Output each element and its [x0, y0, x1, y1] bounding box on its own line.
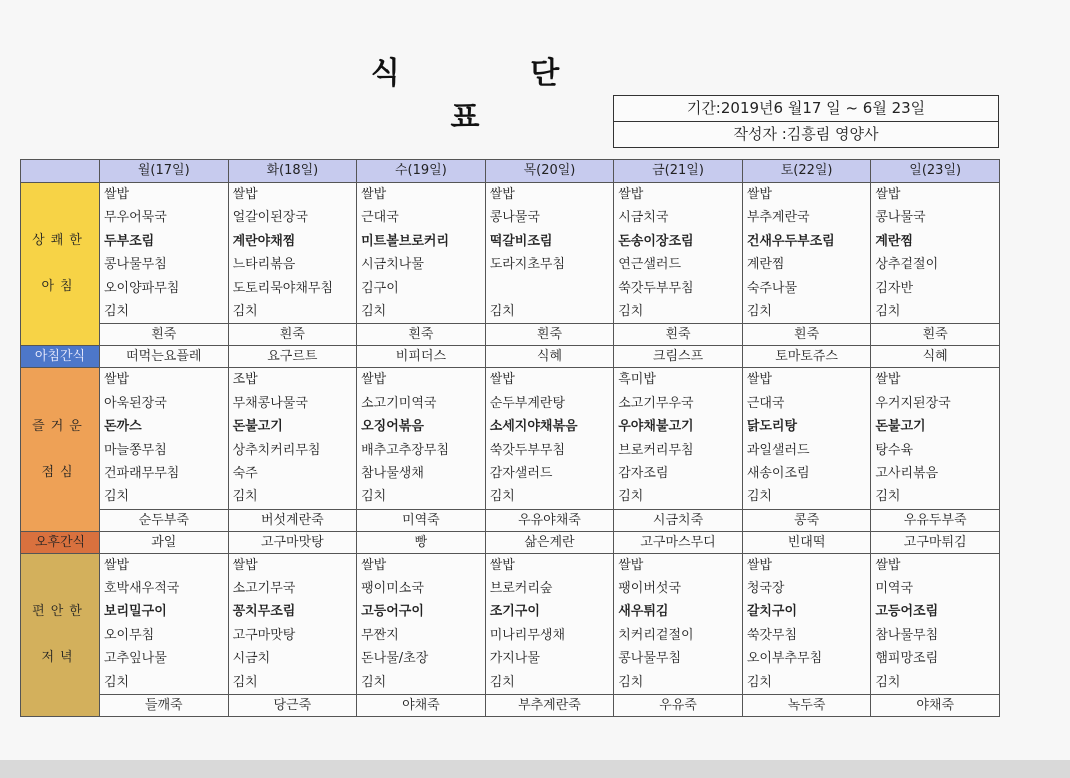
menu-item: 쌀밥 — [232, 187, 258, 202]
porridge-cell: 미역죽 — [357, 509, 486, 531]
lunch-cell — [485, 368, 614, 509]
menu-item: 마늘쫑무침 — [104, 442, 167, 458]
lunch-label-line1: 즐거운 — [32, 418, 88, 434]
menu-item: 쌀밥 — [875, 187, 901, 202]
snack-cell: 과일 — [100, 531, 229, 553]
menu-item: 미트볼브로커리 — [361, 233, 450, 249]
porridge-cell: 흰죽 — [357, 324, 486, 346]
porridge-cell: 시금치죽 — [614, 509, 743, 531]
menu-item: 건파래무무침 — [104, 465, 180, 481]
author-text: 작성자 :김흥림 영양사 — [614, 121, 998, 147]
menu-item: 쌀밥 — [746, 557, 772, 573]
header-corner — [21, 160, 100, 183]
lunch-label-line2: 점심 — [41, 464, 79, 480]
menu-item: 시금치국 — [618, 210, 669, 226]
menu-item: 도라지초무침 — [489, 257, 566, 273]
pm_snack-label: 오후간식 — [21, 531, 100, 553]
breakfast-label-line1: 상쾌한 — [32, 233, 88, 249]
menu-item: 호박새우적국 — [104, 581, 180, 597]
menu-item: 참나물무침 — [875, 627, 939, 643]
porridge-cell: 우유죽 — [614, 695, 743, 717]
menu-item: 떡갈비조림 — [489, 233, 553, 249]
menu-item: 소고기무우국 — [618, 395, 694, 411]
porridge-cell: 흰죽 — [614, 324, 743, 346]
porridge-cell: 순두부죽 — [100, 509, 229, 531]
breakfast-porridge-row — [21, 324, 1000, 346]
menu-item: 김치 — [232, 489, 258, 505]
breakfast-row — [21, 183, 1000, 324]
snack-cell: 빵 — [357, 531, 486, 553]
menu-item: 계란야채찜 — [232, 233, 296, 249]
menu-item: 상추겉절이 — [875, 257, 939, 273]
meal-plan-table — [20, 159, 1000, 717]
snack-cell: 삶은계란 — [485, 531, 614, 553]
menu-item: 보리밀구이 — [104, 604, 167, 620]
snack-cell: 고구마맛탕 — [228, 531, 357, 553]
menu-item: 고추잎나물 — [104, 651, 167, 667]
menu-item: 김치 — [489, 303, 515, 319]
menu-item: 미역국 — [875, 581, 914, 597]
snack-cell: 고구마튀김 — [871, 531, 1000, 553]
menu-item: 연근샐러드 — [618, 257, 682, 273]
menu-item: 근대국 — [746, 395, 785, 411]
menu-item: 참나물생채 — [361, 465, 424, 481]
day-header: 토(22일) — [742, 160, 871, 183]
menu-item: 김치 — [746, 674, 772, 690]
menu-item: 숙주나물 — [746, 280, 798, 296]
menu-item: 김치 — [875, 489, 901, 505]
menu-item: 새송이조림 — [746, 465, 810, 481]
menu-item: 돈까스 — [104, 419, 142, 435]
dinner-label — [21, 553, 100, 716]
snack-cell: 토마토쥬스 — [742, 346, 871, 368]
dinner-cell — [100, 553, 229, 694]
porridge-cell: 녹두죽 — [742, 695, 871, 717]
menu-item: 쌀밥 — [361, 187, 387, 202]
menu-item: 김치 — [361, 489, 387, 505]
menu-item: 얼갈이된장국 — [232, 210, 308, 226]
menu-item: 쌀밥 — [875, 372, 901, 388]
snack-cell: 크림스프 — [614, 346, 743, 368]
menu-item: 계란찜 — [746, 257, 785, 273]
menu-item: 꽁치무조림 — [232, 604, 296, 620]
menu-item: 김치 — [104, 674, 130, 690]
menu-item: 쌀밥 — [746, 187, 772, 202]
menu-item: 쌀밥 — [489, 557, 515, 573]
menu-item: 콩나물무침 — [618, 651, 682, 667]
porridge-cell: 흰죽 — [100, 324, 229, 346]
menu-item: 쌀밥 — [232, 557, 258, 573]
menu-item: 닭도리탕 — [746, 419, 798, 435]
breakfast-cell — [485, 183, 614, 324]
menu-item: 김치 — [875, 674, 901, 690]
breakfast-cell — [742, 183, 871, 324]
snack-cell: 요구르트 — [228, 346, 357, 368]
porridge-cell: 흰죽 — [485, 324, 614, 346]
menu-item: 계란찜 — [875, 233, 914, 249]
menu-item: 숙주 — [232, 465, 258, 481]
menu-item: 건새우두부조림 — [746, 233, 835, 249]
menu-item: 시금치나물 — [361, 257, 424, 273]
menu-item: 김치 — [746, 489, 772, 505]
menu-item: 고등어구이 — [361, 604, 424, 620]
lunch-cell — [871, 368, 1000, 509]
menu-item: 쌀밥 — [104, 557, 130, 573]
day-header: 목(20일) — [485, 160, 614, 183]
menu-item: 조밥 — [232, 372, 258, 388]
menu-item: 브로커리무침 — [618, 442, 694, 458]
menu-item: 치커리겉절이 — [618, 627, 694, 643]
breakfast-cell — [228, 183, 357, 324]
lunch-cell — [357, 368, 486, 509]
snack-cell: 비피더스 — [357, 346, 486, 368]
menu-item: 콩나물국 — [489, 210, 540, 226]
menu-item: 과일샐러드 — [746, 442, 810, 458]
lunch-cell — [614, 368, 743, 509]
menu-item: 무채콩나물국 — [232, 395, 308, 411]
day-header-row — [21, 160, 1000, 183]
menu-item: 쌀밥 — [361, 557, 387, 573]
menu-item: 순두부계란탕 — [489, 395, 566, 411]
porridge-cell: 콩죽 — [742, 509, 871, 531]
menu-item: 오이양파무침 — [104, 280, 180, 296]
menu-item: 쑥갓두부무침 — [489, 442, 566, 458]
menu-item: 오이무침 — [104, 627, 155, 643]
lunch-row — [21, 368, 1000, 509]
menu-item: 조기구이 — [489, 604, 540, 620]
breakfast-cell — [871, 183, 1000, 324]
snack-cell: 고구마스무디 — [614, 531, 743, 553]
period-text: 기간:2019년6 월17 일 ~ 6월 23일 — [686, 99, 926, 117]
snack-cell: 식혜 — [871, 346, 1000, 368]
lunch-cell — [228, 368, 357, 509]
menu-item: 김구이 — [361, 280, 399, 296]
menu-item: 감자샐러드 — [489, 465, 553, 481]
menu-item: 김치 — [489, 674, 515, 690]
page-title: 식 단 표 — [370, 56, 620, 135]
menu-item: 고등어조림 — [875, 604, 939, 620]
menu-item: 상추치커리무침 — [232, 442, 321, 458]
menu-item: 갈치구이 — [746, 604, 798, 620]
menu-item — [486, 277, 614, 300]
breakfast-label-line2: 아침 — [41, 279, 79, 295]
menu-item: 김치 — [232, 303, 258, 319]
snack-cell: 떠먹는요플레 — [100, 346, 229, 368]
menu-item: 쌀밥 — [618, 187, 644, 202]
dinner-label-line2: 저녁 — [41, 649, 79, 665]
lunch-label — [21, 368, 100, 531]
menu-item: 돈송이장조림 — [618, 233, 694, 249]
menu-item: 오징어볶음 — [361, 419, 424, 435]
dinner-cell — [228, 553, 357, 694]
menu-item: 느타리볶음 — [232, 257, 296, 273]
menu-item: 우거지된장국 — [875, 395, 951, 411]
menu-item: 김치 — [361, 303, 387, 319]
menu-item: 돈나물/초장 — [361, 651, 429, 667]
menu-item: 쌀밥 — [489, 187, 515, 202]
menu-item: 오이부추무침 — [746, 651, 823, 667]
menu-item: 쌀밥 — [618, 557, 644, 573]
dinner-row — [21, 553, 1000, 694]
menu-item: 쌀밥 — [746, 372, 772, 388]
porridge-cell: 부추계란죽 — [485, 695, 614, 717]
menu-item: 김치 — [104, 303, 130, 319]
day-header: 월(17일) — [100, 160, 229, 183]
menu-item: 김치 — [232, 674, 258, 690]
menu-item: 우야채불고기 — [618, 419, 694, 435]
day-header: 일(23일) — [871, 160, 1000, 183]
menu-item: 쌀밥 — [361, 372, 387, 388]
menu-item: 소고기무국 — [232, 581, 296, 597]
porridge-cell: 버섯계란죽 — [228, 509, 357, 531]
menu-item: 근대국 — [361, 210, 399, 226]
menu-item: 소고기미역국 — [361, 395, 437, 411]
period-box — [613, 95, 999, 148]
menu-item: 돈불고기 — [232, 419, 283, 435]
dinner-label-line1: 편안한 — [32, 603, 88, 619]
dinner-cell — [614, 553, 743, 694]
porridge-cell: 흰죽 — [228, 324, 357, 346]
menu-item: 가지나물 — [489, 651, 540, 667]
menu-item: 콩나물무침 — [104, 257, 167, 273]
menu-item: 쑥갓무침 — [746, 627, 798, 643]
menu-item: 두부조림 — [104, 233, 155, 249]
menu-item: 팽이미소국 — [361, 581, 424, 597]
menu-item: 미나리무생채 — [489, 627, 566, 643]
menu-item: 콩나물국 — [875, 210, 926, 226]
menu-item: 부추계란국 — [746, 210, 810, 226]
breakfast-cell — [357, 183, 486, 324]
am_snack-label: 아침간식 — [21, 346, 100, 368]
breakfast-cell — [100, 183, 229, 324]
menu-item: 새우튀김 — [618, 604, 669, 620]
day-header: 금(21일) — [614, 160, 743, 183]
porridge-cell: 야채죽 — [357, 695, 486, 717]
scan-edge — [0, 760, 1070, 778]
porridge-cell: 우유두부죽 — [871, 509, 1000, 531]
menu-item: 팽이버섯국 — [618, 581, 682, 597]
menu-item: 김치 — [489, 489, 515, 505]
menu-item: 김치 — [104, 489, 130, 505]
dinner-cell — [485, 553, 614, 694]
menu-item: 햄피망조림 — [875, 651, 939, 667]
menu-item: 김치 — [875, 303, 901, 319]
dinner-cell — [871, 553, 1000, 694]
snack-cell: 식혜 — [485, 346, 614, 368]
snack-cell: 빈대떡 — [742, 531, 871, 553]
porridge-cell: 흰죽 — [742, 324, 871, 346]
lunch-cell — [100, 368, 229, 509]
menu-item: 김치 — [618, 674, 644, 690]
dinner-cell — [742, 553, 871, 694]
menu-item: 청국장 — [746, 581, 785, 597]
menu-item: 소세지야채볶음 — [489, 419, 578, 435]
menu-item: 쑥갓두부무침 — [618, 280, 694, 296]
porridge-cell: 우유야채죽 — [485, 509, 614, 531]
am_snack-row — [21, 346, 1000, 368]
menu-item: 흑미밥 — [618, 372, 656, 388]
menu-item: 쌀밥 — [104, 372, 130, 388]
menu-item: 도토리묵야채무침 — [232, 280, 334, 296]
day-header: 화(18일) — [228, 160, 357, 183]
menu-item: 쌀밥 — [489, 372, 515, 388]
dinner-porridge-row — [21, 695, 1000, 717]
menu-item: 시금치 — [232, 651, 271, 667]
menu-item: 쌀밥 — [875, 557, 901, 573]
porridge-cell: 당근죽 — [228, 695, 357, 717]
menu-item: 브로커리숲 — [489, 581, 553, 597]
breakfast-cell — [614, 183, 743, 324]
menu-item: 무우어묵국 — [104, 210, 167, 226]
menu-item: 고구마맛탕 — [232, 627, 296, 643]
menu-item: 김치 — [618, 303, 644, 319]
menu-item: 고사리볶음 — [875, 465, 939, 481]
dinner-cell — [357, 553, 486, 694]
day-header: 수(19일) — [357, 160, 486, 183]
menu-item: 무짠지 — [361, 627, 399, 643]
lunch-cell — [742, 368, 871, 509]
breakfast-label — [21, 183, 100, 346]
menu-item: 아욱된장국 — [104, 395, 167, 411]
menu-item: 김치 — [361, 674, 387, 690]
menu-item: 김치 — [746, 303, 772, 319]
menu-item: 김자반 — [875, 280, 914, 296]
menu-item: 배추고추장무침 — [361, 442, 450, 458]
menu-item: 감자조림 — [618, 465, 669, 481]
porridge-cell: 야채죽 — [871, 695, 1000, 717]
menu-item: 쌀밥 — [104, 187, 130, 202]
porridge-cell: 흰죽 — [871, 324, 1000, 346]
pm_snack-row — [21, 531, 1000, 553]
menu-item: 돈불고기 — [875, 419, 926, 435]
porridge-cell: 들깨죽 — [100, 695, 229, 717]
menu-item: 탕수육 — [875, 442, 914, 458]
menu-item: 김치 — [618, 489, 644, 505]
lunch-porridge-row — [21, 509, 1000, 531]
